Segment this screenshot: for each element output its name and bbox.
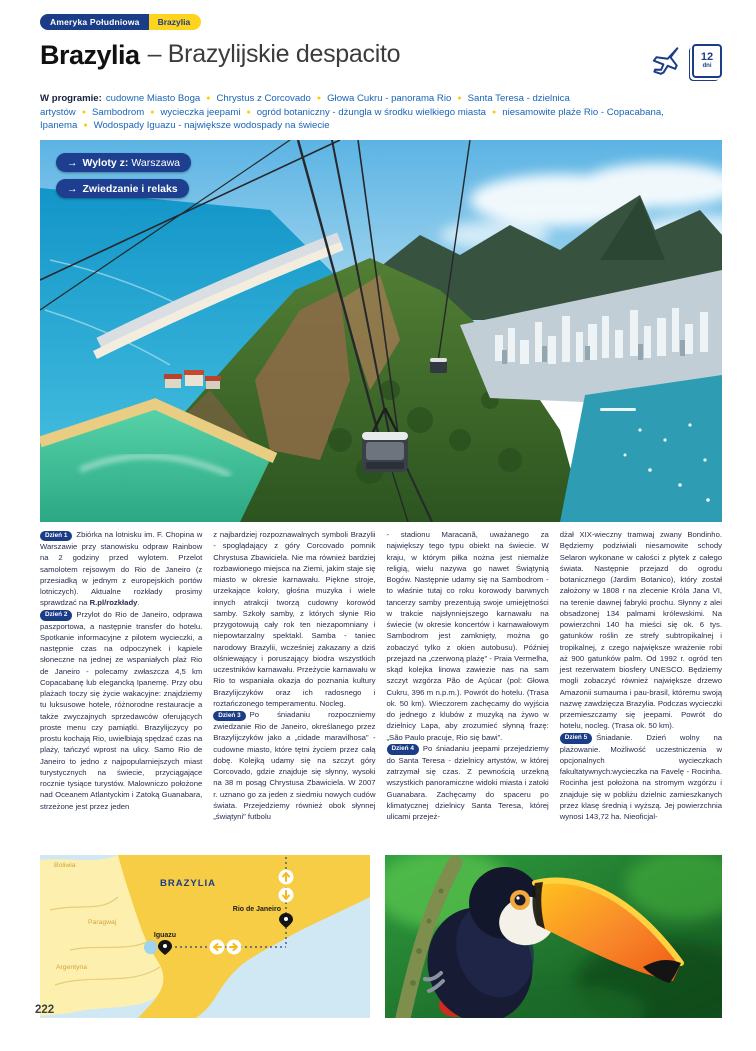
duration-unit: dni [702,63,712,69]
tour-type-tag [56,179,189,198]
itinerary-paragraph: Dzień 4 Po śniadaniu jeepami przejedziemy do Santa Teresa - dzielnicy artystów, w której zatrzymał się czas. Z pewnością urzekną wszystkich panoramiczne widoki miasta i zatoki Guanabara. Zachęcamy do spaceru po klimatycznej dzielnicy Santa Teresa, której ulicami przejeż- [386,743,549,821]
map-label-rio: Rio de Janeiro [232,906,281,913]
bullet-icon: ● [83,122,88,129]
itinerary-paragraph: Dzień 2 Przylot do Rio de Janeiro, odprawa paszportowa, a następnie transfer do hotelu. Spotkanie informacyjne z pilotem wycieczki, a następnie czas na odpoczynek i kąpiele słoneczne na jednej ze wspaniałych plaż Rio de Janeiro - polecamy zwłaszcza 4,5 km Copacabanę lub elegancką Ipanemę. Przy obu plażach toczy się życie wakacyjne: znajdziemy tu luksusowe hotele, różnorodne restauracje a także zwyczajnych sprzedawców oferujących proste menu czy pamiątki. Brazylijczycy po prostu kochają Rio, uwielbiają spędzać czas na plaży, tańczyć wprost na ulicy. Samo Rio de Janeiro to jedno z najpopularniejszych miast turystycznych na świecie, przyciągające rocznie tysiące turystów. Malowniczo położone nad Oceanem Atlantyckim i Zatoką Guanabara, strzeżone jest przez jeden [40,609,203,811]
bullet-icon: ● [206,95,211,102]
program-summary [40,92,730,133]
page-title: Brazylia [40,40,140,70]
photo-tags [56,153,191,198]
breadcrumb [40,14,201,30]
map-label-boliwia: Boliwia [54,862,76,869]
bullet-icon: ● [492,108,497,116]
program-item: wycieczka jeepami [160,106,241,118]
cable-car-far [430,358,447,373]
bullet-icon: ● [150,108,155,116]
program-items [40,93,664,131]
program-item: Chrystus z Corcovado [216,93,311,104]
day-badge: Dzień 4 [387,744,419,755]
program-item: Głowa Cukru - panorama Rio [327,93,452,104]
header-icons [649,44,722,78]
departure-tag [56,153,191,172]
map-label-argentyna: Argentyna [56,964,87,971]
program-item: Sambodrom [91,106,145,118]
map-label-brazil: BRAZYLIA [159,878,217,889]
hero-photo-rio [40,140,722,522]
arrow-icon: → [67,182,78,195]
program-item: cudowne Miasto Boga [105,93,201,104]
program-label: W programie: [40,93,102,104]
departure-tag-label: Wyloty z: [82,156,129,169]
itinerary-paragraph: Dzień 3 Po śniadaniu rozpoczniemy zwiedzanie Rio de Janeiro, określanego przez Brazylijczyków jako a „cidade maravilhosa” - cudowne miasto, które tętni życiem przez całą dobę. Kolejką udamy się na szczyt góry Corcovado, gdzie znajduje się słynny, wysoki na 38 m posąg Chrystusa Zbawiciela. W 2007 r. uznano go za jeden z siedmiu nowych cudów świata. Przejedziemy również obok słynnej „świątyni” futbolu [213,710,376,821]
brazil-map-illustration [40,855,370,1018]
bullet-icon: ● [81,108,86,116]
bullet-icon: ● [246,108,251,116]
day-badge: Dzień 2 [40,610,72,621]
airplane-icon [649,46,683,76]
bullet-icon: ● [316,95,322,102]
itinerary-paragraph: - stadionu Maracanã, uważanego za największy tego typu obiekt na świecie. W kraju, w którym piłka nożna jest niemalże religią, wielu nazywa go nawet Świątynią Bogów. Następnie udamy się na Sambodrom - to właśnie tutaj co roku korowody barwnych tancerzy samby prezentują swoje umiejętności w trakcie najsłynniejszego karnawału na świecie (w okresie koncertów i karnawałowym Sambodrom jest zamknięty, można go zobaczyć tylko z okien autobusu). Później przejazd na „czerwoną plażę” - Praia Vermelha, skąd kolejka linowa zawiezie nas na sam szczyt wzgórza Pão de Açúcar (pol: Głowa Cukru, 396 m n.p.m.). Powrót do hotelu. (Trasa ok. 50 km). Wieczorem zachęcamy do wyjścia do jednego z klubów z muzyką na żywo w dzielnicy Lapa, aby zrozumieć słynną frazę: „São Paulo pracuje, Rio się bawi”. [386,530,549,742]
page-subtitle: – Brazylijskie despacito [147,40,401,68]
arrow-icon: → [67,156,78,169]
breadcrumb-country: Brazylia [149,14,202,30]
departure-tag-value: Warszawa [131,156,181,169]
map-label-paragwaj: Paragwaj [88,919,117,926]
page-number: 222 [35,1004,55,1016]
itinerary-column-4 [560,529,722,849]
program-item: Wodospady Iguazu - największe wodospady na świecie [93,120,330,131]
itinerary-column-1 [40,529,202,849]
tour-type-tag-label: Zwiedzanie i relaks [82,182,178,195]
toucan-photo [385,855,722,1018]
page-header [40,40,722,78]
itinerary-paragraph: Dzień 5 Śniadanie. Dzień wolny na plażowanie. Możliwość uczestniczenia w opcjonalnych wycieczkach fakultatywnych:wycieczka na Favelę - Rocinha. Rocinha jest położona na stromym wzgórzu i znajduje się w pobliżu dzielnic zamieszkanych przez klasę średnią i wyższą. Jej powierzchnia wynosi 143,72 ha. Nieoficjal- [559,732,722,821]
toucan-illustration [385,855,722,1018]
itinerary-paragraph: dżał XIX-wieczny tramwaj zwany Bondinho. Będziemy podziwiali niesamowite schody Selaron wykonane w całości z płytek z całego świata. Następnie przejazd do ogrodu botanicznego (Jardim Botanico), który został założony w 1808 r na zlecenie Króla Jana VI, na terenie dawnej fabryki prochu. Słynny z alei obsadzonej 134 palmami królewskimi. Na powierzchni 140 ha mieści się ok. 6 tys. gatunków roślin ze strefy subtropikalnej i tropikalnej, z czego największe wrażenie robi aż 900 gatunków palm. Od 1992 r. ogród ten jest rezerwatem biosfery UNESCO. Będziemy mogli zobaczyć również największe drzewo Amazonii sumauma i pau-brasil, któremu swoją nazwę zawdzięcza Brazylia. Podczas wycieczki przemieszczamy się jeepami. Powrót do hotelu, nocleg. (Trasa ok. 50 km). [559,530,722,731]
day-badge: Dzień 1 [40,531,72,542]
itinerary-paragraph: z najbardziej rozpoznawalnych symboli Brazylii - spoglądający z góry Corcovado pomnik Chrystusa Zbawiciela. Nie ma również bardziej rozbawionego miejsca na Ziemi, jakim staje się miasto w okresie karnawału. Piękne stroje, urzekające kolory, głośna muzyka i wiele innych atrakcji tworzą cudowny korowód samby. Szkoły samby, z których słynie Rio przygotowują cały rok ten niezapomniany i niepowtarzalny spektakl. Samba - taniec narodowy Brazylii, wcześniej zakazany a dziś olśniewający i poruszający biodra wszystkich uczestników karnawału. Przeżycie karnawału w Rio to wspaniała okazja do poznania kultury Brazylijczyków oraz ich radosnego i roztańczonego temperamentu. Nocleg. [213,530,376,708]
day-badge: Dzień 5 [560,733,592,744]
program-item: Santa Teresa - dzielnica artystów [40,93,570,118]
itinerary-column-3 [387,529,549,849]
program-item: ogród botaniczny - dżungla w środku wielkiego miasta [256,106,486,118]
duration-badge [692,44,722,78]
breadcrumb-region: Ameryka Południowa [40,14,149,30]
day-badge: Dzień 3 [213,711,245,722]
route-map [40,855,370,1018]
duration-value: 12 [700,51,714,63]
program-item: niesamowite plaże Rio - Copacabana, Ipanema [40,106,664,131]
itinerary-paragraph: Dzień 1 Zbiórka na lotnisku im. F. Chopina w Warszawie przy stanowisku odpraw Rainbow na 2 godziny przed wylotem. Przelot samolotem rejsowym do Rio de Janeiro (z przesiadką w jednym z europejskich portów lotniczych). Aktualne rozkłady prosimy sprawdzać na R.pl/rozkłady. [40,530,203,608]
itinerary-column-2 [213,529,375,849]
map-label-iguazu: Iguazu [153,932,177,939]
bullet-icon: ● [457,95,462,102]
itinerary-text [40,529,722,849]
